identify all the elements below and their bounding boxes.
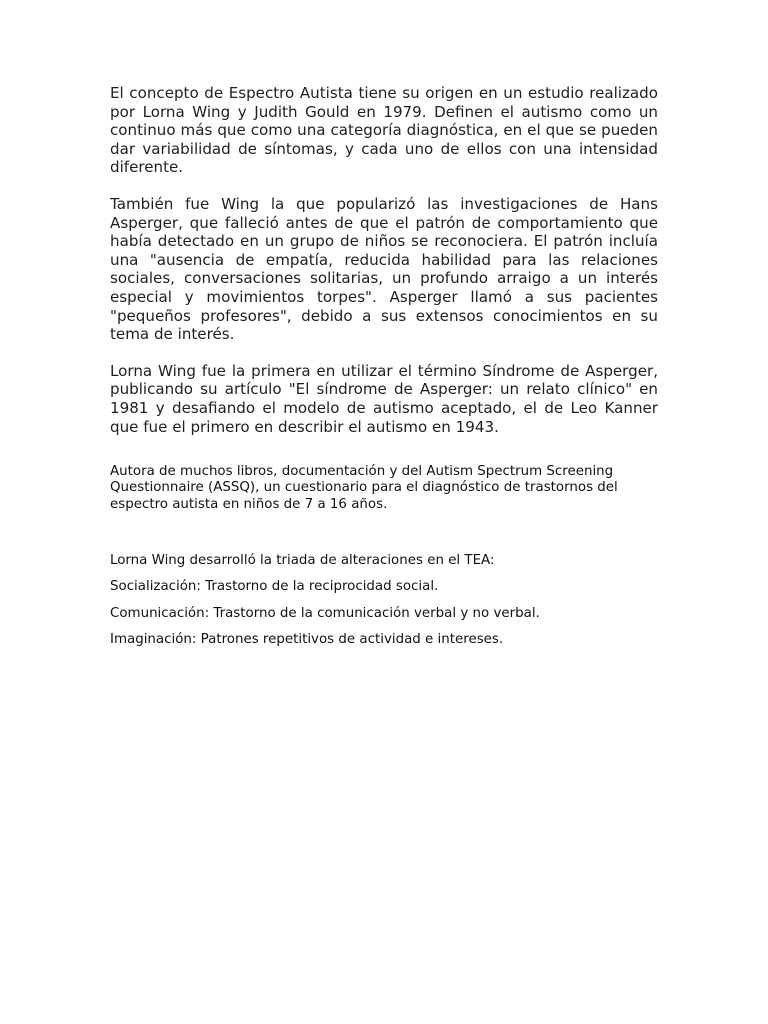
triada-intro: Lorna Wing desarrolló la triada de alteraciones en el TEA: — [110, 552, 495, 568]
document-page — [110, 84, 658, 659]
triada-item-socializacion: Socialización: Trastorno de la reciprocidad social. — [110, 579, 439, 595]
triada-item-imaginacion: Imaginación: Patrones repetitivos de actividad e intereses. — [110, 632, 504, 648]
paragraph-autora: Autora de muchos libros, documentación y del Autism Spectrum Screening Questionnaire (ASSQ), un cuestionario para el diagnóstico de trastornos del espectro autista en niños de 7 a 16 años. — [110, 464, 618, 512]
paragraph-hans-asperger: También fue Wing la que popularizó las investigaciones de Hans Asperger, que falleció antes de que el patrón de comportamiento que había detectado en un grupo de niños se reconociera. El patrón incluía una "ausencia de empatía, reducida habilidad para las relaciones sociales, conversaciones solitarias, un profundo arraigo a un interés especial y movimientos torpes". Asperger llamó a sus pacientes "pequeños profesores", debido a sus extensos conocimientos en su tema de interés. — [110, 194, 658, 344]
paragraph-espectro-autista: El concepto de Espectro Autista tiene su origen en un estudio realizado por Lorna Wing y Judith Gould en 1979. Definen el autismo como un continuo más que como una categoría diagnóstica, en el que se pueden dar variabilidad de síntomas, y cada uno de ellos con una intensidad diferente. — [110, 84, 658, 177]
paragraph-sindrome-asperger: Lorna Wing fue la primera en utilizar el término Síndrome de Asperger, publicando su artículo "El síndrome de Asperger: un relato clínico" en 1981 y desafiando el modelo de autismo aceptado, el de Leo Kanner que fue el primero en describir el autismo en 1943. — [110, 361, 658, 436]
triada-item-comunicacion: Comunicación: Trastorno de la comunicación verbal y no verbal. — [110, 605, 540, 621]
triada-section — [110, 553, 658, 649]
